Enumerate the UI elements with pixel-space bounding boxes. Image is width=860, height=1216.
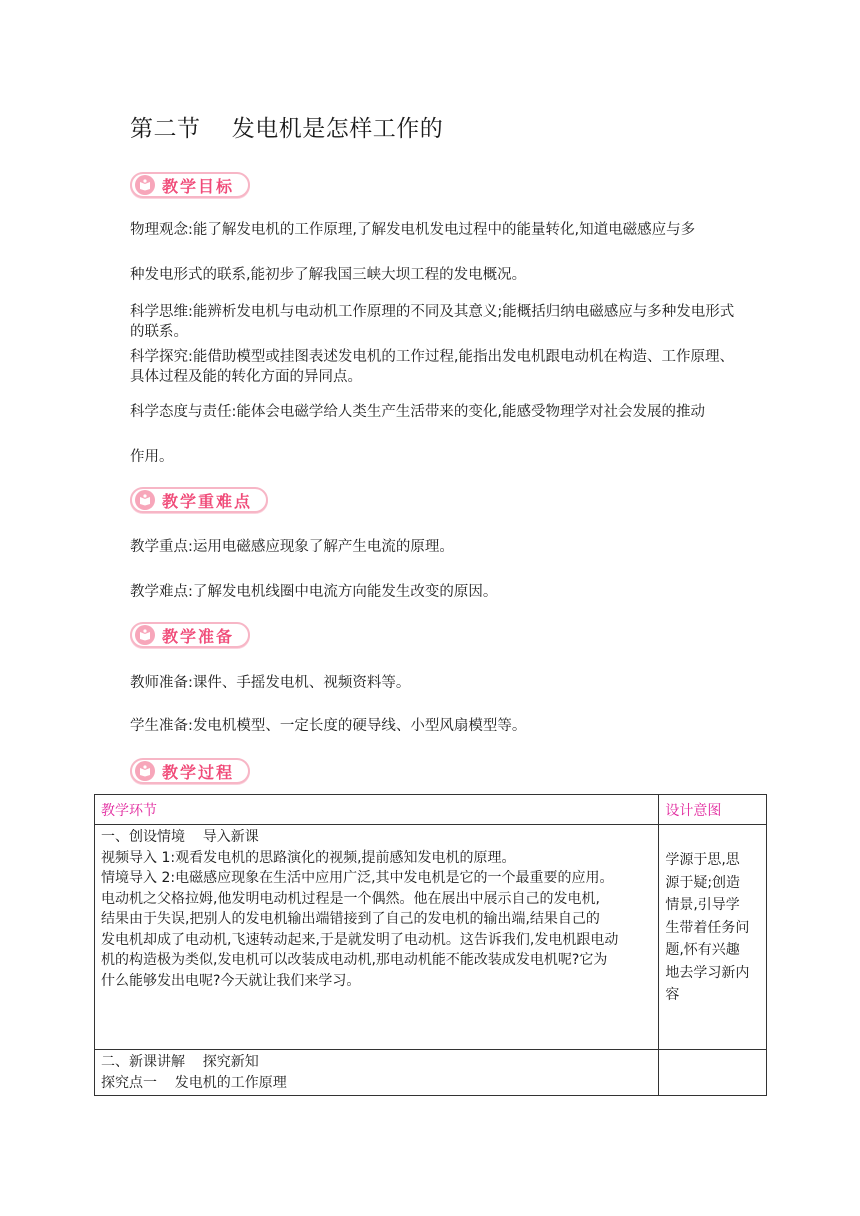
- row2-content: [95, 1050, 659, 1096]
- row1-content: [95, 825, 659, 1050]
- teaching-process-table: [94, 794, 767, 1096]
- row1-line: 结果由于失误,把别人的发电机输出端错接到了自己的发电机的输出端,结果自己的: [101, 911, 600, 927]
- book-icon: [135, 175, 155, 195]
- row1-line: 什么能够发出电呢?今天就让我们来学习。: [101, 972, 361, 989]
- objective-thinking: 科学思维:能辨析发电机与电动机工作原理的不同及其意义;能概括归纳电磁感应与多种发电形式的联系。: [130, 304, 735, 340]
- row1-intent-line: 情景,引导学: [665, 897, 740, 913]
- row1-intent-line: 学源于思,思: [665, 852, 740, 868]
- book-icon: [135, 761, 155, 781]
- row2-line: 探究点一 发电机的工作原理: [101, 1074, 287, 1091]
- objective-inquiry: 科学探究:能借助模型或挂图表述发电机的工作过程,能指出发电机跟电动机在构造、工作原理、具体过程及能的转化方面的异同点。: [130, 349, 734, 385]
- objective-attitude-line1: 科学态度与责任:能体会电磁学给人类生产生活带来的变化,能感受物理学对社会发展的推动: [130, 404, 705, 420]
- row1-intent-line: 生带着任务问: [665, 919, 750, 936]
- page-title: 第二节 发电机是怎样工作的: [130, 116, 444, 142]
- section-badge-key-difficult: [130, 487, 268, 513]
- row2-title: 二、新课讲解 探究新知: [101, 1054, 259, 1070]
- header-teaching-step: 教学环节: [95, 795, 659, 825]
- book-icon: [135, 625, 155, 645]
- section-badge-preparation: [130, 622, 250, 648]
- row1-intent-line: 题,怀有兴趣: [665, 942, 740, 958]
- section-label-key-difficult: 教学重难点: [162, 491, 253, 511]
- table-header-row: [95, 795, 767, 825]
- section-label-objectives: 教学目标: [162, 176, 235, 196]
- objective-physics-line1: 物理观念:能了解发电机的工作原理,了解发电机发电过程中的能量转化,知道电磁感应与多: [130, 222, 696, 238]
- row1-line: 发电机却成了电动机,飞速转动起来,于是就发明了电动机。这告诉我们,发电机跟电动: [101, 931, 619, 948]
- table-row: [95, 1050, 767, 1096]
- teacher-preparation: 教师准备:课件、手摇发电机、视频资料等。: [130, 675, 411, 691]
- book-icon: [135, 490, 155, 510]
- row1-line: 视频导入 1:观看发电机的思路演化的视频,提前感知发电机的原理。: [101, 849, 516, 866]
- section-badge-process: [130, 758, 250, 784]
- teaching-key-point: 教学重点:运用电磁感应现象了解产生电流的原理。: [130, 539, 454, 555]
- table-row: [95, 825, 767, 1050]
- row1-title: 一、创设情境 导入新课: [101, 829, 259, 845]
- objective-attitude-line2: 作用。: [130, 449, 174, 465]
- row1-intent-line: 地去学习新内: [665, 964, 750, 981]
- teaching-difficult-point: 教学难点:了解发电机线圈中电流方向能发生改变的原因。: [130, 584, 498, 600]
- row2-intent: [659, 1050, 767, 1096]
- objective-physics-line2: 种发电形式的联系,能初步了解我国三峡大坝工程的发电概况。: [130, 267, 527, 283]
- section-badge-objectives: [130, 172, 250, 198]
- header-design-intent: 设计意图: [659, 795, 767, 825]
- row1-intent: [659, 825, 767, 1050]
- row1-line: 电动机之父格拉姆,他发明电动机过程是一个偶然。他在展出中展示自己的发电机,: [101, 890, 600, 907]
- section-label-preparation: 教学准备: [162, 626, 235, 646]
- row1-intent-line: 源于疑;创造: [665, 874, 741, 891]
- row1-line: 机的构造极为类似,发电机可以改装成电动机,那电动机能不能改装成发电机呢?它为: [101, 952, 608, 968]
- section-label-process: 教学过程: [162, 762, 235, 782]
- student-preparation: 学生准备:发电机模型、一定长度的硬导线、小型风扇模型等。: [130, 718, 527, 734]
- row1-intent-line: 容: [665, 987, 680, 1003]
- row1-line: 情境导入 2:电磁感应现象在生活中应用广泛,其中发电机是它的一个最重要的应用。: [101, 870, 614, 886]
